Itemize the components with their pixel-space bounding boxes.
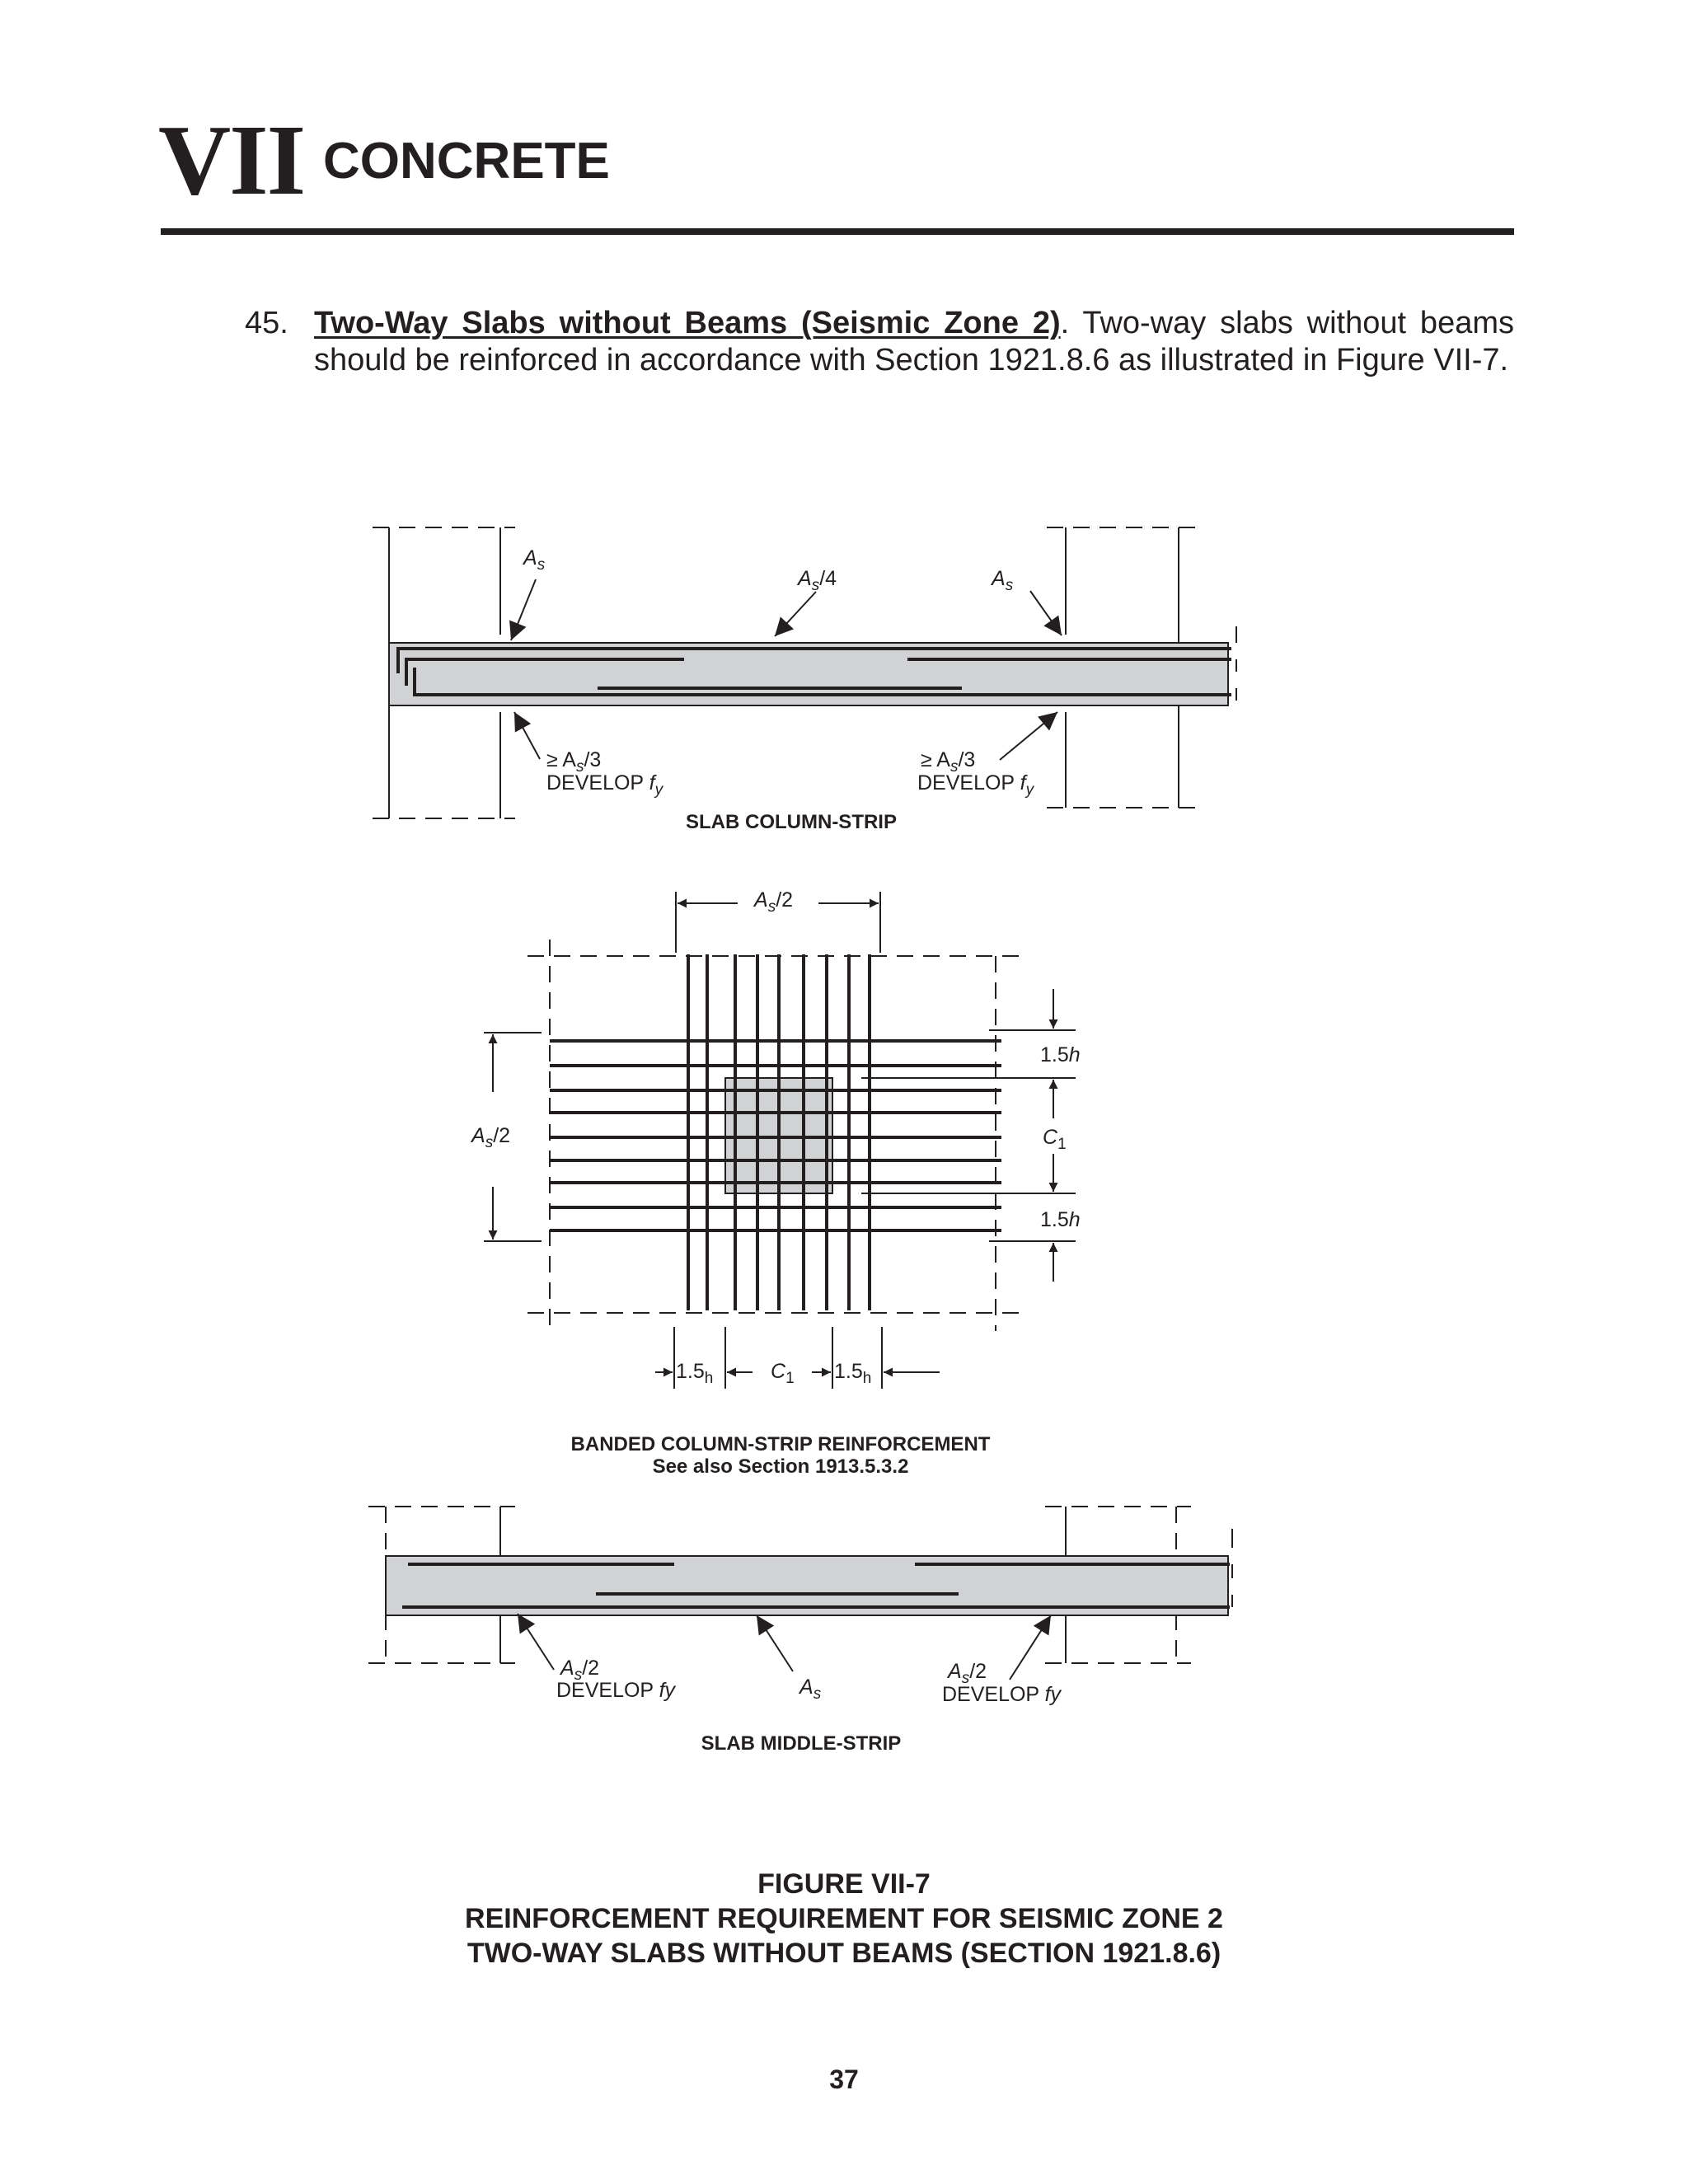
caption-banded-see-also: See also Section 1913.5.3.2 <box>652 1455 909 1478</box>
dim-bottom-left-1-5h: $1.5_h$ <box>676 1360 714 1387</box>
label-develop-right: DEVELOP $f_y$ <box>917 771 1034 799</box>
dim-bottom-right-1-5h: $1.5_h$ <box>834 1360 872 1387</box>
label-develop-left-ratio: ≥ $A_s/3$ <box>546 748 602 776</box>
dim-right-top-1-5h: 1.5h <box>1040 1043 1081 1066</box>
figure-caption-line-3: TWO-WAY SLABS WITHOUT BEAMS (SECTION 1921.8.6) <box>467 1938 1221 1969</box>
slab-middle-strip-diagram <box>368 1507 1232 1755</box>
horizontal-bars <box>550 1041 1001 1230</box>
vertical-bars <box>688 954 870 1310</box>
label-middle-develop-left: DEVELOP fy <box>556 1679 676 1702</box>
label-as-left: $A_s$ <box>523 546 546 574</box>
slab-column-strip-diagram <box>373 527 1236 833</box>
figure-caption <box>0 1867 1688 1971</box>
paragraph-heading: Two-Way Slabs without Beams (Seismic Zone 2) <box>314 306 1061 340</box>
figure-caption-line-2: REINFORCEMENT REQUIREMENT FOR SEISMIC ZONE 2 <box>465 1903 1223 1934</box>
caption-slab-middle-strip: SLAB MIDDLE-STRIP <box>701 1732 902 1755</box>
chapter-numeral: VII <box>158 105 305 216</box>
chapter-title: CONCRETE <box>323 133 610 190</box>
figure-caption-line-1: FIGURE VII-7 <box>757 1868 931 1900</box>
dim-right-c1: $C_1$ <box>1043 1126 1067 1153</box>
label-middle-develop-right: DEVELOP fy <box>942 1683 1062 1706</box>
page-number: 37 <box>829 2064 859 2094</box>
label-middle-as: $A_s$ <box>799 1675 822 1703</box>
banded-column-strip-diagram <box>470 888 1081 1478</box>
caption-banded: BANDED COLUMN-STRIP REINFORCEMENT <box>570 1433 991 1455</box>
label-develop-left: DEVELOP $f_y$ <box>546 771 663 799</box>
caption-slab-column-strip: SLAB COLUMN-STRIP <box>686 811 897 833</box>
label-middle-develop-left-ratio: $A_s/2$ <box>560 1657 600 1684</box>
label-as-quarter: $A_s/4$ <box>798 567 837 594</box>
dim-left-as-half: $A_s/2$ <box>471 1124 511 1151</box>
dim-bottom-c1: $C_1$ <box>771 1360 795 1387</box>
label-middle-develop-right-ratio: $A_s/2$ <box>948 1660 987 1687</box>
dim-right-bottom-1-5h: 1.5h <box>1040 1208 1081 1231</box>
paragraph-number: 45. <box>245 306 288 340</box>
dim-top-as-half: $A_s/2$ <box>754 888 794 916</box>
paragraph-body: . Two-way slabs without beams should be reinforced in accordance with Section 1921.8.6 as illustrated in Figure VII-7. <box>314 306 1514 377</box>
label-as-right: $A_s$ <box>992 567 1014 594</box>
label-develop-right-ratio: ≥ $A_s/3$ <box>921 748 976 776</box>
